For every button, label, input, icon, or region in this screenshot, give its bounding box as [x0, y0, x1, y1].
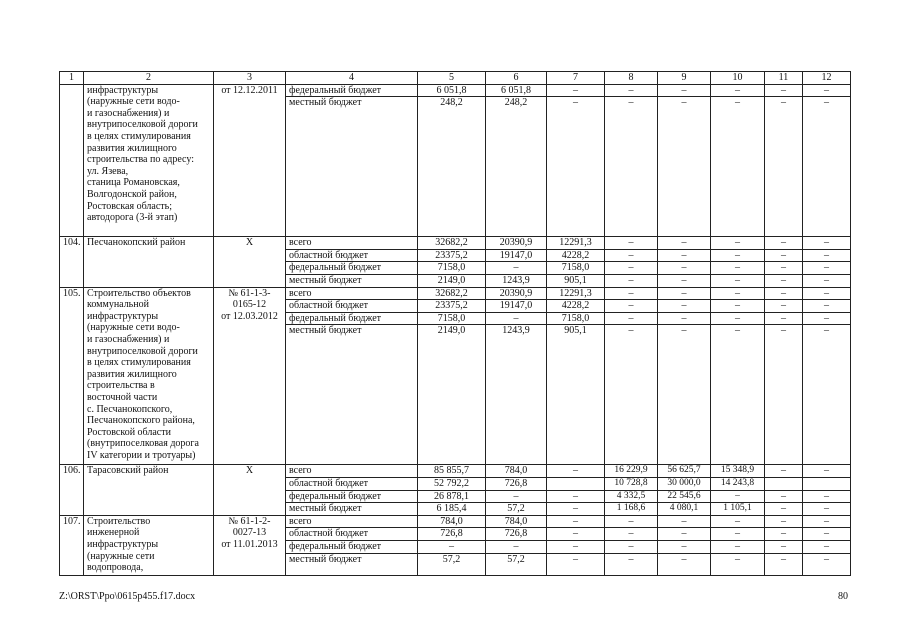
- value-cell: 10 728,8: [605, 477, 658, 490]
- project-name-line: в целях стимулирования: [87, 130, 191, 142]
- value-cell: –: [605, 237, 658, 250]
- value-cell: 4 332,5: [605, 490, 658, 503]
- value-cell: 16 229,9: [605, 465, 658, 478]
- value-cell: –: [803, 300, 851, 313]
- project-name-line: с. Песчанокопского,: [87, 403, 173, 415]
- project-name-line: строительства по адресу:: [87, 154, 194, 166]
- value-cell: –: [547, 553, 605, 575]
- value-cell: 20390,9: [486, 237, 547, 250]
- value-cell: 4228,2: [547, 300, 605, 313]
- funding-source: областной бюджет: [286, 300, 418, 313]
- value-cell: 32682,2: [418, 237, 486, 250]
- value-cell: –: [803, 325, 851, 465]
- table-header-row: [60, 72, 851, 85]
- header-cell: 12: [803, 72, 851, 85]
- project-name-line: водопровода,: [87, 562, 144, 574]
- header-cell: 2: [84, 72, 214, 85]
- value-cell: –: [765, 249, 803, 262]
- value-cell: 784,0: [486, 465, 547, 478]
- value-cell: –: [765, 300, 803, 313]
- value-cell: 7158,0: [547, 262, 605, 275]
- project-name: [84, 515, 214, 575]
- project-name: [84, 465, 214, 515]
- header-cell: 4: [286, 72, 418, 85]
- value-cell: 4 080,1: [658, 503, 711, 516]
- value-cell: –: [765, 97, 803, 237]
- value-cell: –: [765, 503, 803, 516]
- value-cell: –: [547, 84, 605, 97]
- value-cell: –: [803, 287, 851, 300]
- value-cell: –: [711, 274, 765, 287]
- document-number: [214, 465, 286, 515]
- value-cell: –: [711, 515, 765, 528]
- funding-source: всего: [286, 287, 418, 300]
- document-number: [214, 237, 286, 287]
- value-cell: –: [803, 553, 851, 575]
- value-cell: –: [803, 97, 851, 237]
- header-cell: 8: [605, 72, 658, 85]
- funding-source: федеральный бюджет: [286, 490, 418, 503]
- value-cell: 726,8: [418, 528, 486, 541]
- value-cell: –: [765, 274, 803, 287]
- value-cell: 19147,0: [486, 300, 547, 313]
- value-cell: 20390,9: [486, 287, 547, 300]
- value-cell: –: [605, 540, 658, 553]
- file-path: Z:\ORST\Ppo\0615p455.f17.docx: [59, 591, 196, 602]
- value-cell: 19147,0: [486, 249, 547, 262]
- funding-source: федеральный бюджет: [286, 312, 418, 325]
- funding-source: федеральный бюджет: [286, 262, 418, 275]
- value-cell: –: [711, 540, 765, 553]
- value-cell: –: [605, 84, 658, 97]
- value-cell: –: [711, 553, 765, 575]
- value-cell: –: [547, 528, 605, 541]
- project-name-line: Строительство: [87, 515, 151, 527]
- value-cell: –: [658, 540, 711, 553]
- value-cell: 7158,0: [547, 312, 605, 325]
- value-cell: 56 625,7: [658, 465, 711, 478]
- funding-source: местный бюджет: [286, 274, 418, 287]
- project-name-line: Волгодонской район,: [87, 188, 177, 200]
- value-cell: –: [765, 465, 803, 478]
- funding-source: местный бюджет: [286, 325, 418, 465]
- value-cell: –: [605, 553, 658, 575]
- value-cell: 22 545,6: [658, 490, 711, 503]
- value-cell: –: [765, 490, 803, 503]
- document-number-line: Х: [245, 237, 254, 249]
- value-cell: 12291,3: [547, 237, 605, 250]
- value-cell: –: [711, 84, 765, 97]
- project-name-line: Песчанокопский район: [87, 237, 186, 249]
- project-name-line: в целях стимулирования: [87, 357, 191, 369]
- value-cell: 6 051,8: [486, 84, 547, 97]
- project-name-line: инфраструктуры: [87, 84, 159, 96]
- document-number: [214, 84, 286, 237]
- value-cell: [547, 477, 605, 490]
- funding-source: областной бюджет: [286, 249, 418, 262]
- value-cell: –: [803, 84, 851, 97]
- value-cell: –: [765, 287, 803, 300]
- value-cell: 1 168,6: [605, 503, 658, 516]
- document-number-line: от 12.12.2011: [221, 84, 278, 96]
- project-name-line: Песчанокопского района,: [87, 415, 195, 427]
- project-name-line: ул. Язева,: [87, 165, 129, 177]
- value-cell: –: [803, 515, 851, 528]
- header-cell: 5: [418, 72, 486, 85]
- value-cell: –: [658, 312, 711, 325]
- value-cell: –: [658, 97, 711, 237]
- funding-source: местный бюджет: [286, 97, 418, 237]
- header-cell: 1: [60, 72, 84, 85]
- value-cell: 12291,3: [547, 287, 605, 300]
- project-name-line: (наружные сети водо-: [87, 96, 180, 108]
- value-cell: –: [658, 262, 711, 275]
- project-name-line: развития жилищного: [87, 368, 177, 380]
- value-cell: 4228,2: [547, 249, 605, 262]
- table-row: [60, 287, 851, 300]
- project-name-line: (наружные сети водо-: [87, 322, 180, 334]
- value-cell: 905,1: [547, 274, 605, 287]
- value-cell: 57,2: [486, 503, 547, 516]
- project-name-line: внутрипоселковой дороги: [87, 345, 198, 357]
- table-row: [60, 237, 851, 250]
- row-number: 107.: [60, 515, 84, 575]
- document-number: [214, 515, 286, 575]
- document-number-line: № 61-1-2-: [228, 515, 271, 527]
- value-cell: –: [658, 553, 711, 575]
- value-cell: 14 243,8: [711, 477, 765, 490]
- value-cell: –: [547, 97, 605, 237]
- table-row: [60, 84, 851, 97]
- value-cell: –: [803, 237, 851, 250]
- funding-source: федеральный бюджет: [286, 84, 418, 97]
- value-cell: –: [765, 553, 803, 575]
- page-number: 80: [838, 591, 848, 602]
- header-cell: 10: [711, 72, 765, 85]
- value-cell: –: [418, 540, 486, 553]
- project-name-line: инфраструктуры: [87, 310, 159, 322]
- value-cell: –: [803, 465, 851, 478]
- funding-source: областной бюджет: [286, 528, 418, 541]
- value-cell: 7158,0: [418, 312, 486, 325]
- value-cell: 6 185,4: [418, 503, 486, 516]
- project-name-line: и газоснабжения) и: [87, 107, 170, 119]
- funding-source: областной бюджет: [286, 477, 418, 490]
- value-cell: 32682,2: [418, 287, 486, 300]
- header-cell: 9: [658, 72, 711, 85]
- value-cell: –: [803, 503, 851, 516]
- document-number-line: 0027-13: [232, 527, 267, 539]
- project-name-line: коммунальной: [87, 299, 149, 311]
- value-cell: –: [486, 540, 547, 553]
- project-name: [84, 237, 214, 287]
- value-cell: –: [658, 237, 711, 250]
- value-cell: 30 000,0: [658, 477, 711, 490]
- budget-table: [59, 71, 851, 576]
- project-name-line: станица Романовская,: [87, 177, 180, 189]
- value-cell: 26 878,1: [418, 490, 486, 503]
- project-name-line: Тарасовский район: [87, 465, 169, 477]
- header-cell: 3: [214, 72, 286, 85]
- value-cell: 23375,2: [418, 300, 486, 313]
- row-number: 106.: [60, 465, 84, 515]
- value-cell: 726,8: [486, 528, 547, 541]
- project-name-line: (наружные сети: [87, 550, 155, 562]
- value-cell: 248,2: [418, 97, 486, 237]
- document-number-line: 0165-12: [232, 299, 267, 311]
- value-cell: –: [765, 237, 803, 250]
- value-cell: –: [658, 325, 711, 465]
- value-cell: –: [711, 325, 765, 465]
- value-cell: –: [486, 490, 547, 503]
- value-cell: –: [711, 97, 765, 237]
- value-cell: 1 105,1: [711, 503, 765, 516]
- document-number: [214, 287, 286, 465]
- funding-source: федеральный бюджет: [286, 540, 418, 553]
- value-cell: –: [765, 528, 803, 541]
- value-cell: –: [765, 312, 803, 325]
- project-name-line: инженерной: [87, 527, 140, 539]
- value-cell: 726,8: [486, 477, 547, 490]
- value-cell: 57,2: [486, 553, 547, 575]
- value-cell: –: [711, 262, 765, 275]
- project-name: [84, 287, 214, 465]
- table-row: [60, 465, 851, 478]
- value-cell: –: [605, 97, 658, 237]
- value-cell: 784,0: [486, 515, 547, 528]
- row-number: [60, 84, 84, 237]
- value-cell: –: [547, 503, 605, 516]
- value-cell: –: [803, 528, 851, 541]
- document-number-line: № 61-1-3-: [228, 287, 271, 299]
- value-cell: –: [658, 528, 711, 541]
- project-name-line: Строительство объектов: [87, 287, 191, 299]
- value-cell: 23375,2: [418, 249, 486, 262]
- value-cell: –: [605, 249, 658, 262]
- funding-source: всего: [286, 465, 418, 478]
- funding-source: местный бюджет: [286, 503, 418, 516]
- value-cell: –: [711, 237, 765, 250]
- value-cell: 248,2: [486, 97, 547, 237]
- project-name-line: внутрипоселковой дороги: [87, 119, 198, 131]
- value-cell: –: [605, 528, 658, 541]
- value-cell: –: [547, 490, 605, 503]
- value-cell: –: [605, 287, 658, 300]
- value-cell: –: [605, 274, 658, 287]
- value-cell: –: [486, 312, 547, 325]
- value-cell: –: [658, 515, 711, 528]
- value-cell: [803, 477, 851, 490]
- funding-source: всего: [286, 515, 418, 528]
- header-cell: 11: [765, 72, 803, 85]
- value-cell: –: [547, 540, 605, 553]
- value-cell: [765, 477, 803, 490]
- value-cell: –: [803, 274, 851, 287]
- value-cell: –: [486, 262, 547, 275]
- value-cell: 784,0: [418, 515, 486, 528]
- document-number-line: Х: [245, 465, 254, 477]
- value-cell: –: [547, 515, 605, 528]
- project-name: [84, 84, 214, 237]
- project-name-line: Ростовская область;: [87, 200, 172, 212]
- value-cell: –: [765, 540, 803, 553]
- value-cell: –: [711, 287, 765, 300]
- document-number-line: от 12.03.2012: [221, 310, 278, 322]
- value-cell: –: [803, 249, 851, 262]
- header-cell: 6: [486, 72, 547, 85]
- value-cell: 905,1: [547, 325, 605, 465]
- value-cell: –: [711, 490, 765, 503]
- value-cell: 15 348,9: [711, 465, 765, 478]
- value-cell: 2149,0: [418, 325, 486, 465]
- value-cell: –: [711, 312, 765, 325]
- value-cell: –: [803, 262, 851, 275]
- value-cell: 1243,9: [486, 274, 547, 287]
- value-cell: 7158,0: [418, 262, 486, 275]
- value-cell: –: [658, 287, 711, 300]
- value-cell: 52 792,2: [418, 477, 486, 490]
- value-cell: 85 855,7: [418, 465, 486, 478]
- funding-source: местный бюджет: [286, 553, 418, 575]
- value-cell: –: [658, 84, 711, 97]
- project-name-line: восточной части: [87, 391, 158, 403]
- value-cell: –: [765, 325, 803, 465]
- project-name-line: и газоснабжения) и: [87, 333, 170, 345]
- value-cell: –: [605, 325, 658, 465]
- row-number: 105.: [60, 287, 84, 465]
- value-cell: –: [658, 300, 711, 313]
- value-cell: –: [605, 300, 658, 313]
- value-cell: –: [765, 515, 803, 528]
- value-cell: –: [803, 312, 851, 325]
- row-number: 104.: [60, 237, 84, 287]
- project-name-line: Ростовской области: [87, 426, 171, 438]
- value-cell: –: [765, 84, 803, 97]
- value-cell: –: [605, 262, 658, 275]
- value-cell: 57,2: [418, 553, 486, 575]
- document-number-line: от 11.01.2013: [221, 538, 278, 550]
- value-cell: –: [711, 528, 765, 541]
- value-cell: –: [803, 540, 851, 553]
- project-name-line: развития жилищного: [87, 142, 177, 154]
- project-name-line: строительства в: [87, 380, 155, 392]
- value-cell: 6 051,8: [418, 84, 486, 97]
- value-cell: –: [547, 465, 605, 478]
- value-cell: –: [765, 262, 803, 275]
- header-cell: 7: [547, 72, 605, 85]
- table-row: [60, 515, 851, 528]
- value-cell: –: [803, 490, 851, 503]
- value-cell: –: [711, 300, 765, 313]
- value-cell: 1243,9: [486, 325, 547, 465]
- project-name-line: (внутрипоселковая дорога: [87, 438, 199, 450]
- value-cell: 2149,0: [418, 274, 486, 287]
- project-name-line: инфраструктуры: [87, 538, 159, 550]
- funding-source: всего: [286, 237, 418, 250]
- value-cell: –: [658, 249, 711, 262]
- value-cell: –: [711, 249, 765, 262]
- project-name-line: автодорога (3-й этап): [87, 212, 178, 224]
- value-cell: –: [658, 274, 711, 287]
- project-name-line: IV категории и тротуары): [87, 449, 196, 461]
- value-cell: –: [605, 312, 658, 325]
- value-cell: –: [605, 515, 658, 528]
